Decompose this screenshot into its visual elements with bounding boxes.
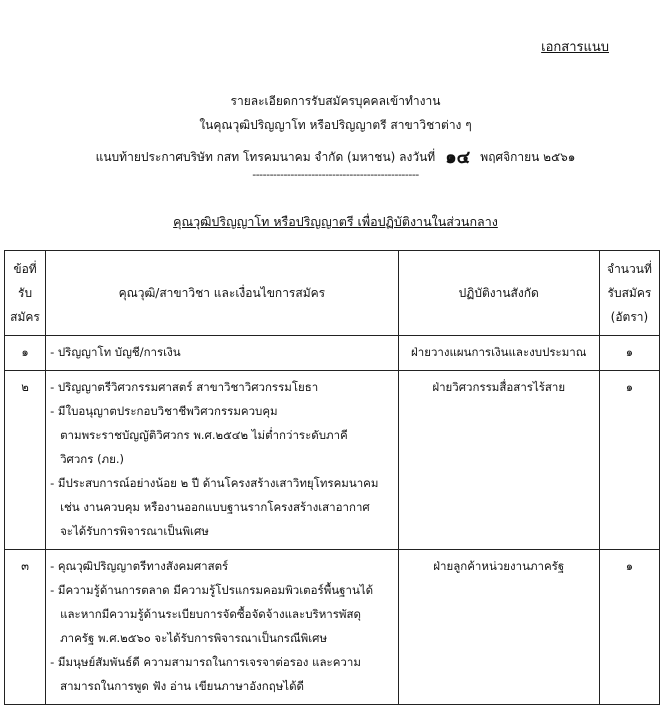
header-line-2: ในคุณวุฒิปริญญาโท หรือปริญญาตรี สาขาวิชาต่าง ๆ [199, 118, 472, 132]
qualification-line: - คุณวุฒิปริญญาตรีทางสังคมศาสตร์ [50, 559, 229, 573]
row-item-number: ๒ [5, 371, 46, 550]
qualification-line: - มีใบอนุญาตประกอบวิชาชีพวิศวกรรมควบคุม [50, 404, 278, 418]
qualification-line: วิศวกร (ภย.) [60, 452, 125, 466]
qualification-line: - มีมนุษย์สัมพันธ์ดี ความสามารถในการเจรจาต่อรอง และความ [50, 655, 361, 669]
row-positions-count: ๑ [599, 336, 659, 371]
table-row [5, 336, 660, 371]
qualification-line: - มีประสบการณ์อย่างน้อย ๒ ปี ด้านโครงสร้างเสาวิทยุโทรคมนาคม [50, 476, 379, 490]
qualification-line: ภาครัฐ พ.ศ.๒๕๖๐ จะได้รับการพิจารณาเป็นกรณีพิเศษ [60, 631, 328, 645]
positions-table [4, 250, 660, 705]
row-qualification [46, 550, 399, 705]
row-positions-count: ๑ [599, 550, 659, 705]
row-department: ฝ่ายวิศวกรรมสื่อสารไร้สาย [398, 371, 599, 550]
row-qualification [46, 371, 399, 550]
header-line-3-prefix: แนบท้ายประกาศบริษัท กสท โทรคมนาคม จำกัด (มหาชน) ลงวันที่ [95, 150, 436, 164]
header-item-no-line: สมัคร [10, 310, 40, 324]
qualification-line: และหากมีความรู้ด้านระเบียบการจัดซื้อจัดจ้างและบริหารพัสดุ [60, 607, 361, 621]
header-date-day: ๑๔ [445, 147, 471, 168]
header-qualification: คุณวุฒิ/สาขาวิชา และเงื่อนไขการสมัคร [46, 251, 399, 336]
row-item-number: ๓ [5, 550, 46, 705]
row-department: ฝ่ายวางแผนการเงินและงบประมาณ [398, 336, 599, 371]
header-line-1: รายละเอียดการรับสมัครบุคคลเข้าทำงาน [230, 94, 441, 108]
row-department: ฝ่ายลูกค้าหน่วยงานภาครัฐ [398, 550, 599, 705]
qualification-line: ตามพระราชบัญญัติวิศวกร พ.ศ.๒๕๔๒ ไม่ต่ำกว่าระดับภาคี [60, 428, 348, 442]
qualification-line: จะได้รับการพิจารณาเป็นพิเศษ [60, 524, 209, 538]
row-item-number: ๑ [5, 336, 46, 371]
header-line-3-suffix: พฤศจิกายน ๒๕๖๑ [480, 150, 576, 164]
qualification-line: - มีความรู้ด้านการตลาด มีความรู้โปรแกรมคอมพิวเตอร์พื้นฐานได้ [50, 583, 374, 597]
header-item-no-line: ข้อที่ [13, 262, 37, 276]
qualification-line: สามารถในการพูด ฟัง อ่าน เขียนภาษาอังกฤษได้ดี [60, 679, 305, 693]
header-count-line: จำนวนที่ [607, 262, 652, 276]
table-row [5, 550, 660, 705]
qualification-line: - ปริญญาตรีวิศวกรรมศาสตร์ สาขาวิชาวิศวกรรมโยธา [50, 380, 319, 394]
row-qualification [46, 336, 399, 371]
header-line-3 [0, 142, 671, 171]
qualification-line: - ปริญญาโท บัญชี/การเงิน [50, 345, 181, 359]
qualification-line: เช่น งานควบคุม หรืองานออกแบบฐานรากโครงสร้างเสาอากาศ [60, 500, 370, 514]
header-item-no [5, 251, 46, 336]
table-row [5, 371, 660, 550]
header-divider: ------------------------------------------------ [252, 168, 419, 181]
header-department: ปฏิบัติงานสังกัด [398, 251, 599, 336]
section-title: คุณวุฒิปริญญาโท หรือปริญญาตรี เพื่อปฏิบัติงานในส่วนกลาง [173, 214, 498, 229]
row-positions-count: ๑ [599, 371, 659, 550]
attachment-label: เอกสารแนบ [541, 40, 609, 55]
header-positions-count [599, 251, 659, 336]
header-item-no-line: รับ [18, 286, 33, 300]
header-count-line: รับสมัคร [607, 286, 652, 300]
table-header-row [5, 251, 660, 336]
header-count-line: (อัตรา) [610, 310, 649, 324]
